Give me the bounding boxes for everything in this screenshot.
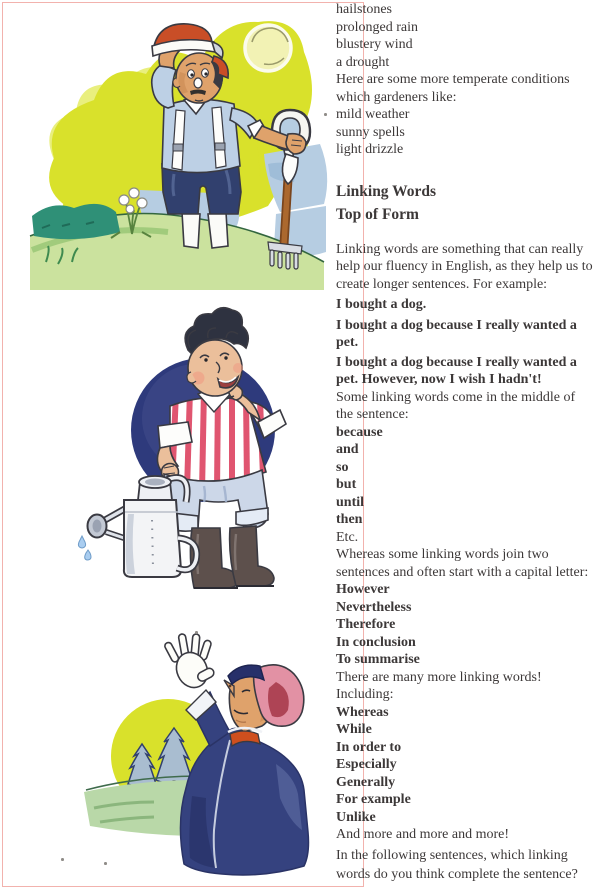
text-line: which gardeners like: bbox=[336, 89, 457, 105]
text-line: sentences and often start with a capital letter: bbox=[336, 564, 589, 580]
text-line: create longer sentences. For example: bbox=[336, 276, 548, 292]
text-line: For example bbox=[336, 792, 411, 807]
text-line: pet. However, now I wish I hadn't! bbox=[336, 372, 542, 387]
raised-hand-icon bbox=[164, 633, 216, 692]
text-line: Etc. bbox=[336, 529, 359, 545]
text-line: Unlike bbox=[336, 809, 376, 825]
text-line: prolonged rain bbox=[336, 19, 419, 35]
speckle-dot bbox=[61, 858, 64, 861]
text-line: In order to bbox=[336, 739, 402, 755]
text-line: Especially bbox=[336, 757, 397, 772]
text-line: words do you think complete the sentence? bbox=[336, 867, 578, 882]
text-line: blustery wind bbox=[336, 37, 413, 52]
text-line: mild weather bbox=[336, 107, 410, 122]
text-line: until bbox=[336, 494, 365, 510]
text-line: I bought a dog because I really wanted a bbox=[336, 317, 577, 333]
speckle-dot bbox=[324, 113, 327, 116]
text-line: the sentence: bbox=[336, 407, 409, 422]
text-line: Nevertheless bbox=[336, 599, 412, 615]
text-line: light drizzle bbox=[336, 142, 404, 157]
text-line: In conclusion bbox=[336, 634, 416, 650]
head bbox=[185, 308, 248, 396]
speckle-dot bbox=[195, 631, 198, 634]
text-line: but bbox=[336, 477, 357, 492]
text-line: Therefore bbox=[336, 617, 396, 632]
text-line: Linking words are something that can really bbox=[336, 241, 584, 257]
speckle-dot bbox=[104, 862, 107, 865]
text-line: pet. bbox=[336, 335, 359, 350]
text-line: then bbox=[336, 512, 363, 527]
text-line: However bbox=[336, 582, 390, 597]
text-line: I bought a dog because I really wanted a bbox=[336, 354, 577, 370]
text-line: Linking Words bbox=[336, 182, 437, 200]
text-line: I bought a dog. bbox=[336, 297, 427, 312]
text-line: Including: bbox=[336, 687, 394, 702]
text-line: Some linking words come in the middle of bbox=[336, 389, 576, 405]
sun-icon bbox=[245, 25, 291, 71]
text-column bbox=[336, 1, 600, 884]
text-line: sunny spells bbox=[336, 124, 405, 140]
text-line: Whereas bbox=[336, 704, 389, 720]
illustration-skywatcher bbox=[80, 626, 380, 891]
text-line: And more and more and more! bbox=[336, 827, 509, 842]
text-line: because bbox=[336, 424, 383, 440]
text-line: hailstones bbox=[336, 2, 392, 17]
bush bbox=[32, 204, 120, 239]
text-line: In the following sentences, which linking bbox=[336, 847, 568, 863]
text-line: Here are some more temperate conditions bbox=[336, 72, 570, 87]
text-line: so bbox=[336, 459, 349, 475]
text-line: To summarise bbox=[336, 652, 420, 667]
text-line: help our fluency in English, as they help us to bbox=[336, 259, 593, 274]
text-line: Top of Form bbox=[336, 205, 419, 223]
illustration-thinker bbox=[58, 298, 338, 598]
text-line: There are many more linking words! bbox=[336, 669, 542, 685]
text-line: Generally bbox=[336, 774, 396, 790]
illustration-gardener bbox=[28, 4, 338, 290]
text-line: Whereas some linking words join two bbox=[336, 547, 549, 562]
text-line: a drought bbox=[336, 54, 390, 70]
text-line: While bbox=[336, 722, 372, 737]
text-line: and bbox=[336, 442, 359, 457]
